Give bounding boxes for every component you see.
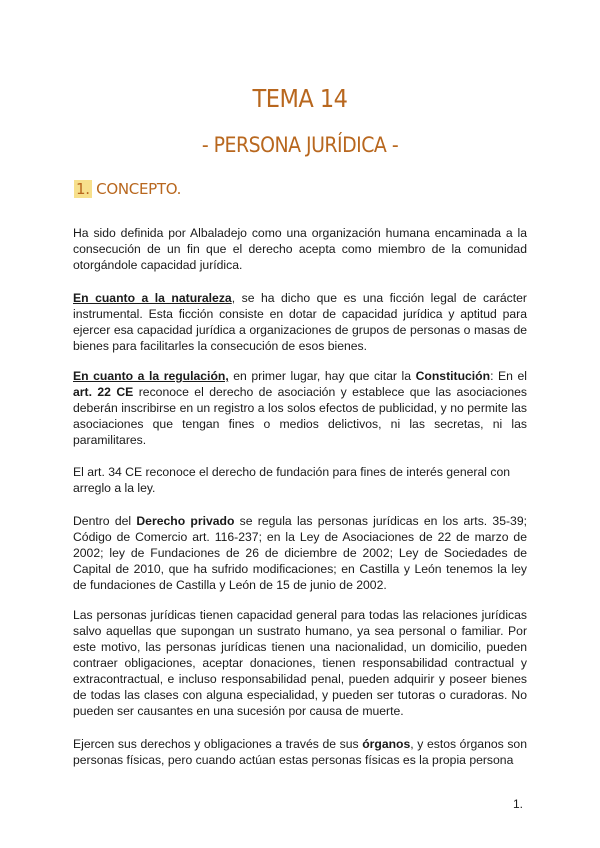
paragraph-capacidad (73, 607, 527, 719)
paragraph-bold: art. 22 CE (73, 385, 134, 399)
section-label: CONCEPTO. (91, 180, 182, 198)
paragraph-text: reconoce el derecho de asociación y establece que las asociaciones deberán inscribirse en un registro a los solos efectos de publicidad, y no permite las asociaciones que tengan fines o medios delictivos, ni las secretas, ni las paramilitares. (73, 385, 527, 447)
paragraph-text: , y estos órganos son personas físicas, pero cuando actúan estas personas físicas es la propia persona (73, 737, 527, 767)
paragraph-naturaleza (73, 290, 527, 354)
paragraph-text: : En el (490, 369, 527, 383)
paragraph-lead: En cuanto a la regulación, (73, 369, 229, 383)
paragraph-text: Dentro del (73, 514, 137, 528)
paragraph-text: en primer lugar, hay que citar la (228, 369, 416, 383)
paragraph-bold: órganos (362, 737, 411, 751)
paragraph-text: Las personas jurídicas tienen capacidad general para todas las relaciones jurídicas salvo aquellas que supongan un sustrato humano, ya sea personal o familiar. Por este motivo, las personas jurídicas tienen una nacionalidad, un domicilio, pueden contraer obligaciones, aceptar donaciones, tienen responsabilidad contractual y extracontractual, e incluso responsabilidad penal, pueden adquirir y poseer bienes de todas las clases con alguna especialidad, y pueden ser tutoras o curadoras. No pueden ser causantes en una sucesión por causa de muerte. (73, 608, 527, 718)
paragraph-regulacion (73, 368, 527, 448)
page-number: 1. (513, 797, 524, 811)
document-title: TEMA 14 (252, 84, 348, 113)
paragraph-definition (73, 225, 527, 273)
document-subtitle: - PERSONA JURÍDICA - (201, 133, 399, 157)
paragraph-organos (73, 736, 527, 768)
paragraph-text: Ejercen sus derechos y obligaciones a través de sus (73, 737, 363, 751)
paragraph-text: , se ha dicho que es una ficción legal de carácter instrumental. Esta ficción consiste en dotar de capacidad jurídica y aptitud para ejercer esa capacidad jurídica a organizaciones de grupos de personas o masas de bienes para facilitarles la consecución de esos bienes. (73, 291, 527, 353)
paragraph-derecho-privado (73, 513, 527, 593)
paragraph-lead: En cuanto a la naturaleza (73, 291, 232, 305)
paragraph-bold: Constitución (415, 369, 491, 383)
paragraph-text: Ha sido definida por Albaladejo como una organización humana encaminada a la consecución de un fin que el derecho acepta como miembro de la comunidad otorgándole capacidad jurídica. (73, 226, 527, 272)
paragraph-fundacion (73, 464, 513, 496)
section-number: 1. (76, 180, 90, 198)
paragraph-bold: Derecho privado (136, 514, 235, 528)
paragraph-text: se regula las personas jurídicas en los arts. 35-39; Código de Comercio art. 116-237; en la Ley de Asociaciones de 22 de marzo de 2002; ley de Fundaciones de 26 de diciembre de 2002; Ley de Sociedades de Capital de 2010, que ha sufrido modificaciones; en Castilla y León tenemos la ley de fundaciones de Castilla y León de 15 de junio de 2002. (73, 514, 527, 592)
section-heading (74, 180, 181, 198)
paragraph-text: El art. 34 CE reconoce el derecho de fundación para fines de interés general con arreglo a la ley. (73, 465, 510, 495)
